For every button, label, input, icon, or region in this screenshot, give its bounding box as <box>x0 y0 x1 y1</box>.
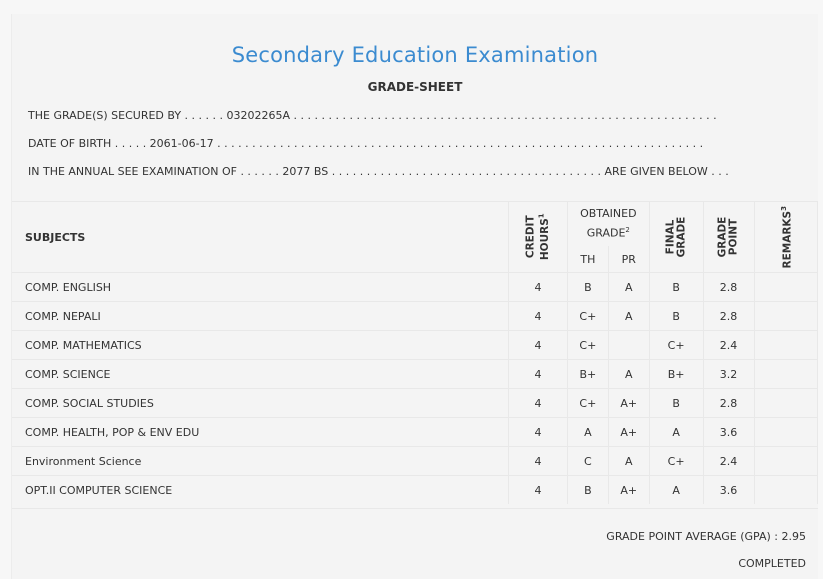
header-th: TH <box>567 246 608 273</box>
table-row <box>12 302 818 331</box>
practical-grade: A+ <box>608 389 649 418</box>
grade-point: 2.8 <box>703 273 754 302</box>
theory-grade: A <box>567 418 608 447</box>
subject-name: OPT.II COMPUTER SCIENCE <box>12 476 509 505</box>
remarks <box>754 476 818 505</box>
grade-point: 3.6 <box>703 418 754 447</box>
header-credit-hours: CREDIT HOURS$^1$ <box>509 202 568 273</box>
page-subtitle: GRADE-SHEET <box>367 80 463 94</box>
practical-grade: A+ <box>608 476 649 505</box>
final-grade: A <box>649 418 703 447</box>
theory-grade: C+ <box>567 302 608 331</box>
practical-grade <box>608 331 649 360</box>
table-row <box>12 360 818 389</box>
final-grade: B <box>649 273 703 302</box>
theory-grade: C+ <box>567 331 608 360</box>
remarks <box>754 360 818 389</box>
subject-name: COMP. MATHEMATICS <box>12 331 509 360</box>
table-row <box>12 447 818 476</box>
table-row <box>12 331 818 360</box>
grade-point: 2.8 <box>703 302 754 331</box>
credit-hours: 4 <box>509 447 568 476</box>
subject-name: COMP. SCIENCE <box>12 360 509 389</box>
practical-grade: A <box>608 360 649 389</box>
header-subjects: SUBJECTS <box>12 202 509 273</box>
subject-name: COMP. ENGLISH <box>12 273 509 302</box>
table-row <box>12 418 818 447</box>
status-text: COMPLETED <box>738 557 806 570</box>
practical-grade: A <box>608 447 649 476</box>
subject-name: Environment Science <box>12 447 509 476</box>
secured-by-line: THE GRADE(S) SECURED BY . . . . . . 03202265A . . . . . . . . . . . . . . . . . . . . . . . . . . . . . . . . . . . . . . . . . . . . . . . . . . . . . . . . . . . . . <box>28 109 717 122</box>
credit-hours: 4 <box>509 418 568 447</box>
grade-point: 3.2 <box>703 360 754 389</box>
page-title: Secondary Education Examination <box>231 43 599 67</box>
subject-name: COMP. HEALTH, POP & ENV EDU <box>12 418 509 447</box>
grade-point: 2.8 <box>703 389 754 418</box>
remarks <box>754 302 818 331</box>
grade-sheet <box>11 14 818 579</box>
credit-hours: 4 <box>509 476 568 505</box>
remarks <box>754 389 818 418</box>
final-grade: B+ <box>649 360 703 389</box>
theory-grade: B+ <box>567 360 608 389</box>
credit-hours: 4 <box>509 360 568 389</box>
remarks <box>754 273 818 302</box>
final-grade: B <box>649 302 703 331</box>
theory-grade: C+ <box>567 389 608 418</box>
table-row <box>12 389 818 418</box>
remarks <box>754 447 818 476</box>
grade-point: 2.4 <box>703 331 754 360</box>
table-row <box>12 476 818 505</box>
table-bottom-divider <box>12 508 818 509</box>
grade-point: 3.6 <box>703 476 754 505</box>
exam-line: IN THE ANNUAL SEE EXAMINATION OF . . . . . . 2077 BS . . . . . . . . . . . . . . . . . . . . . . . . . . . . . . . . . . . . . . . ARE GIVEN BELOW . . . <box>28 165 729 178</box>
header-final-grade: FINAL GRADE <box>649 202 703 273</box>
credit-hours: 4 <box>509 331 568 360</box>
credit-hours: 4 <box>509 389 568 418</box>
date-of-birth-line: DATE OF BIRTH . . . . . 2061-06-17 . . . . . . . . . . . . . . . . . . . . . . . . . . . . . . . . . . . . . . . . . . . . . . . . . . . . . . . . . . . . . . . . . . . . . . <box>28 137 704 150</box>
remarks <box>754 331 818 360</box>
subject-name: COMP. SOCIAL STUDIES <box>12 389 509 418</box>
final-grade: C+ <box>649 447 703 476</box>
theory-grade: B <box>567 476 608 505</box>
credit-hours: 4 <box>509 302 568 331</box>
final-grade: B <box>649 389 703 418</box>
gpa-summary: GRADE POINT AVERAGE (GPA) : 2.95 <box>606 530 806 543</box>
practical-grade: A <box>608 302 649 331</box>
header-pr: PR <box>608 246 649 273</box>
final-grade: A <box>649 476 703 505</box>
header-grade-point: GRADE POINT <box>703 202 754 273</box>
practical-grade: A <box>608 273 649 302</box>
subject-name: COMP. NEPALI <box>12 302 509 331</box>
remarks <box>754 418 818 447</box>
header-remarks: REMARKS$^3$ <box>754 202 818 273</box>
practical-grade: A+ <box>608 418 649 447</box>
table-row <box>12 273 818 302</box>
grades-table <box>12 201 818 504</box>
theory-grade: B <box>567 273 608 302</box>
credit-hours: 4 <box>509 273 568 302</box>
header-obtained-grade: OBTAINED GRADE$^2$ <box>567 202 649 247</box>
final-grade: C+ <box>649 331 703 360</box>
theory-grade: C <box>567 447 608 476</box>
grade-point: 2.4 <box>703 447 754 476</box>
